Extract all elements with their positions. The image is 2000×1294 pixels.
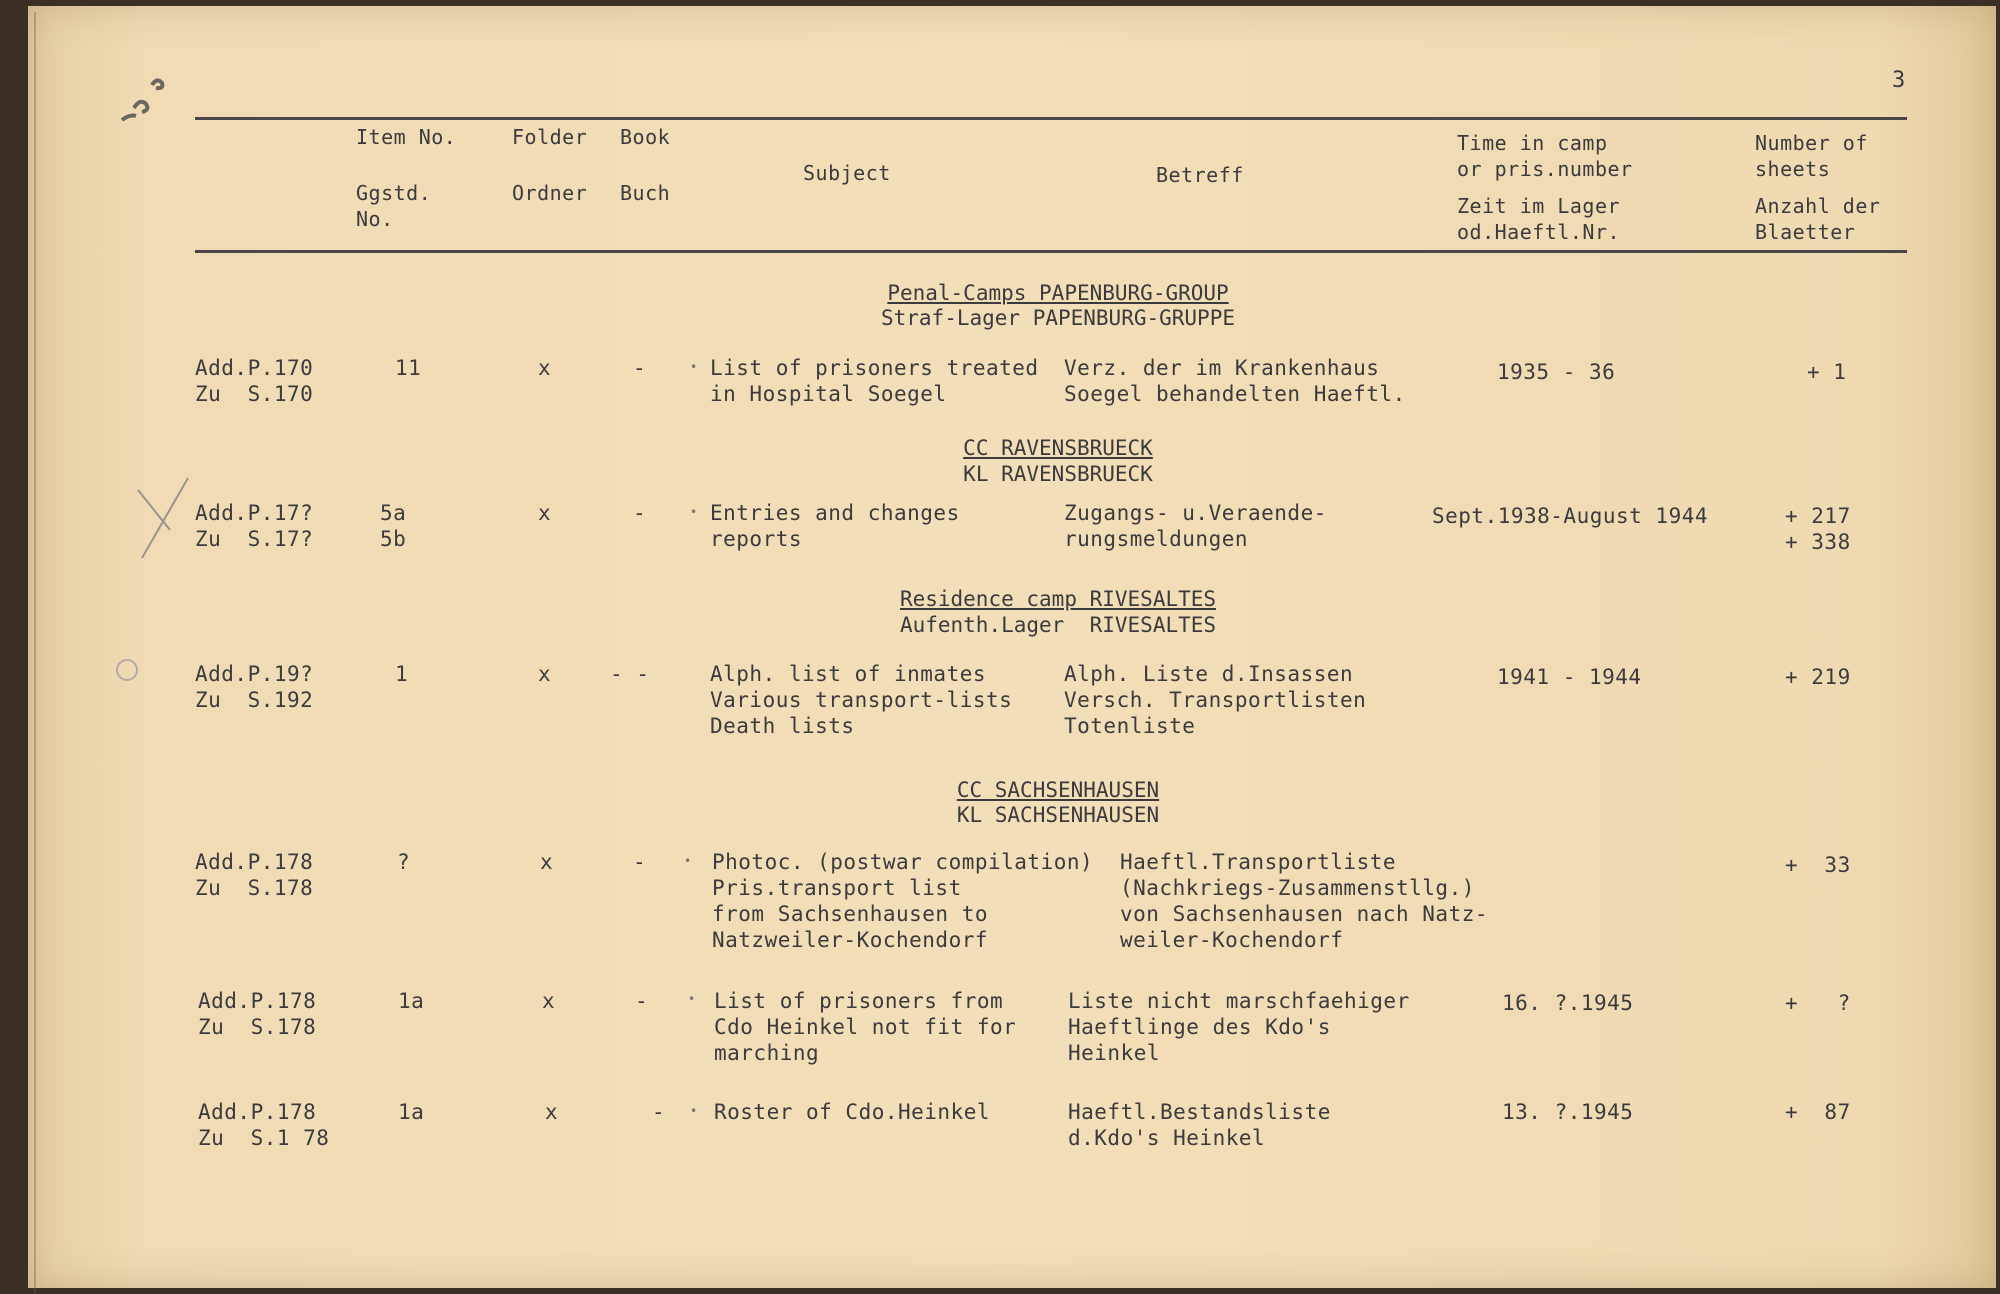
- row-ref: Add.P.19? Zu S.192: [195, 662, 314, 712]
- row-sheets: + 219: [1785, 665, 1851, 689]
- page-fold: [34, 12, 36, 1294]
- section-title-de: Straf-Lager PAPENBURG-GRUPPE: [880, 306, 1235, 330]
- pencil-x-mark: [130, 470, 200, 560]
- row-betreff: Liste nicht marschfaehiger Haeftlinge des Kdo's Heinkel: [1068, 989, 1410, 1065]
- header-ordner: Ordner: [512, 181, 588, 205]
- row-sheets: + 87: [1785, 1100, 1851, 1124]
- row-book: - -: [610, 662, 650, 686]
- row-book: -: [633, 850, 647, 874]
- header-subject: Subject: [803, 161, 891, 185]
- row-folder: x: [545, 1100, 559, 1124]
- row-book: -: [633, 501, 647, 525]
- row-time: 1941 - 1944: [1497, 665, 1642, 689]
- row-subject: Entries and changes reports: [710, 501, 960, 551]
- row-time: Sept.1938-August 1944: [1432, 504, 1709, 528]
- row-sheets: + ?: [1785, 991, 1851, 1015]
- section-title-de: Aufenth.Lager RIVESALTES: [899, 613, 1217, 637]
- section-title-en: CC SACHSENHAUSEN: [956, 778, 1160, 802]
- typewriter-dot: •: [690, 1104, 698, 1118]
- row-betreff: Zugangs- u.Veraende- rungsmeldungen: [1064, 501, 1327, 551]
- row-ref: Add.P.170 Zu S.170: [195, 356, 314, 406]
- header-item-no: Item No.: [356, 125, 457, 149]
- row-subject: List of prisoners from Cdo Heinkel not fit for marching: [714, 989, 1017, 1065]
- row-folder: x: [540, 850, 554, 874]
- row-subject: Photoc. (postwar compilation) Pris.transport list from Sachsenhausen to Natzweiler-Kochendorf: [712, 850, 1094, 952]
- row-item: 1a: [398, 989, 425, 1013]
- row-item: 1: [395, 662, 409, 686]
- section-title-de: KL RAVENSBRUECK: [963, 462, 1153, 486]
- section-title-en: CC RAVENSBRUECK: [963, 436, 1153, 460]
- row-subject: Roster of Cdo.Heinkel: [714, 1100, 991, 1124]
- typewriter-dot: •: [684, 854, 692, 868]
- row-item: 11: [395, 356, 422, 380]
- typewriter-dot: •: [690, 360, 698, 374]
- row-folder: x: [542, 989, 556, 1013]
- row-time: 13. ?.1945: [1502, 1100, 1634, 1124]
- row-time: 16. ?.1945: [1502, 991, 1634, 1015]
- header-sheets-de: Anzahl der Blaetter: [1755, 194, 1881, 244]
- section-title-en: Penal-Camps PAPENBURG-GROUP: [887, 281, 1229, 305]
- row-subject: List of prisoners treated in Hospital Soegel: [710, 356, 1039, 406]
- row-folder: x: [538, 662, 552, 686]
- row-item: ?: [397, 850, 411, 874]
- pencil-circle-mark: [112, 655, 142, 685]
- header-time-en: Time in camp or pris.number: [1457, 131, 1633, 181]
- header-book: Book: [620, 125, 671, 149]
- row-subject: Alph. list of inmates Various transport-lists Death lists: [710, 662, 1013, 738]
- row-item: 1a: [398, 1100, 425, 1124]
- row-book: -: [652, 1100, 666, 1124]
- row-sheets: + 33: [1785, 853, 1851, 877]
- header-ggstd-no: Ggstd. No.: [356, 181, 432, 231]
- typewriter-dot: •: [688, 992, 696, 1006]
- page-number: 3: [1892, 68, 1906, 93]
- header-sheets-en: Number of sheets: [1755, 131, 1868, 181]
- ink-smudge-mark: [112, 60, 182, 130]
- row-book: -: [635, 989, 649, 1013]
- row-betreff: Alph. Liste d.Insassen Versch. Transportlisten Totenliste: [1064, 662, 1367, 738]
- header-folder: Folder: [512, 125, 588, 149]
- row-ref: Add.P.178 Zu S.1 78: [198, 1100, 330, 1150]
- row-ref: Add.P.178 Zu S.178: [195, 850, 314, 900]
- row-betreff: Verz. der im Krankenhaus Soegel behandelten Haeftl.: [1064, 356, 1406, 406]
- row-folder: x: [538, 501, 552, 525]
- header-buch: Buch: [620, 181, 671, 205]
- header-time-de: Zeit im Lager od.Haeftl.Nr.: [1457, 194, 1621, 244]
- section-title-en: Residence camp RIVESALTES: [899, 587, 1217, 611]
- row-book: -: [633, 356, 647, 380]
- row-sheets: + 1: [1807, 360, 1847, 384]
- row-time: 1935 - 36: [1497, 360, 1616, 384]
- row-betreff: Haeftl.Bestandsliste d.Kdo's Heinkel: [1068, 1100, 1331, 1150]
- header-top-rule: [195, 117, 1907, 120]
- row-ref: Add.P.178 Zu S.178: [198, 989, 317, 1039]
- row-ref: Add.P.17? Zu S.17?: [195, 501, 314, 551]
- row-betreff: Haeftl.Transportliste (Nachkriegs-Zusammenstllg.) von Sachsenhausen nach Natz- weiler-Kochendorf: [1120, 850, 1489, 952]
- section-title-de: KL SACHSENHAUSEN: [956, 803, 1160, 827]
- typewriter-dot: •: [690, 505, 698, 519]
- row-item: 5a 5b: [380, 501, 407, 551]
- header-betreff: Betreff: [1156, 163, 1244, 187]
- header-bottom-rule: [195, 250, 1907, 253]
- document-page: [28, 6, 1996, 1288]
- row-folder: x: [538, 356, 552, 380]
- row-sheets: + 217 + 338: [1785, 504, 1851, 554]
